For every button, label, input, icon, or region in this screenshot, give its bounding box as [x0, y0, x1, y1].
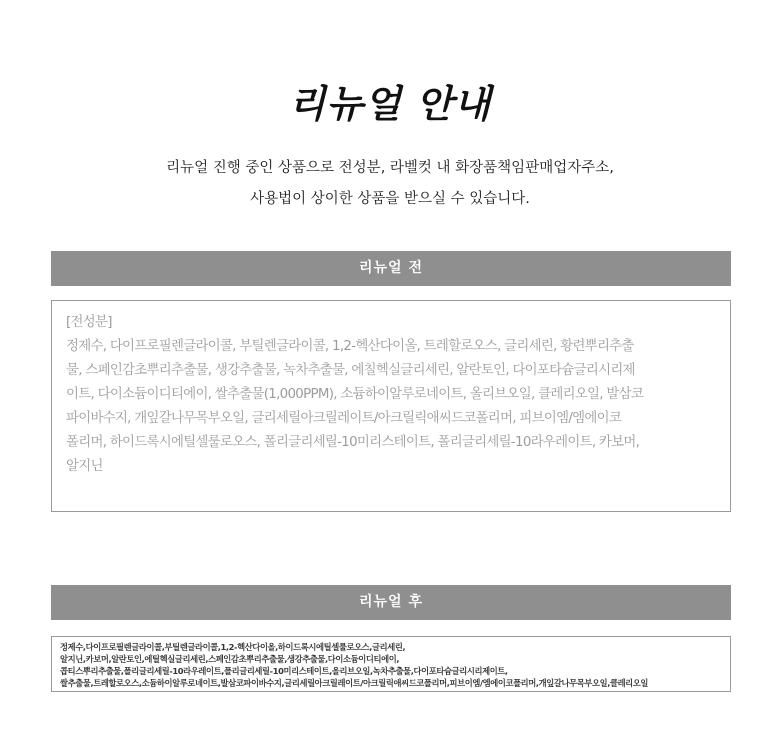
intro-line-1: 리뉴얼 진행 중인 상품으로 전성분, 라벨컷 내 화장품책임판매업자주소, [166, 160, 614, 176]
after-ingredients-box [51, 636, 731, 692]
before-ingredients-line: 물, 스페인감초뿌리추출물, 생강추출물, 녹차추출물, 에칠헥실글리세린, 알란토인, 다이포타슘글리시리제 [66, 363, 635, 378]
before-section-header: 리뉴얼 전 [51, 251, 731, 286]
page-title: 리뉴얼 안내 [288, 82, 492, 126]
before-ingredients-line: 파이바수지, 개잎갈나무목부오일, 글리세릴아크릴레이트/아크릴릭애씨드코폴리머, 피브이엠/엠에이코 [66, 411, 622, 426]
before-ingredients-box [51, 300, 731, 512]
after-ingredients-line: 정제수,다이프로필렌글라이콜,부틸렌글라이콜,1,2-헥산다이올,하이드록시에틸셀룰로오스,글리세린, [60, 642, 406, 652]
before-ingredients-line: 정제수, 다이프로필렌글라이콜, 부틸렌글라이콜, 1,2-헥산다이올, 트레할로오스, 글리세린, 황련뿌리추출 [66, 339, 634, 354]
before-ingredients-line: 알지닌 [66, 459, 103, 474]
before-ingredients-line: 폴리머, 하이드록시에틸셀룰로오스, 폴리글리세릴-10미리스테이트, 폴리글리세릴-10라우레이트, 카보머, [66, 435, 640, 450]
after-ingredients-line: 쌀추출물,트레할로오스,소듐하이알루로네이트,발삼코파이바수지,글리세릴아크릴레이트/아크릴릭애씨드코폴리머,피브이엠/엠에이코폴리머,개잎갈나무목부오일,클레리오일 [60, 678, 649, 688]
after-ingredients-text [60, 641, 724, 689]
intro-text [0, 153, 780, 215]
before-ingredients-line: [전성분] [66, 315, 112, 330]
after-section-header: 리뉴얼 후 [51, 585, 731, 620]
after-ingredients-line: 알지닌,카보머,알란토인,에틸헥실글리세린,스페인감초뿌리추출물,생강추출물,다이소듐이디티에이, [60, 654, 400, 664]
before-ingredients-text [66, 311, 720, 479]
after-ingredients-line: 콥티스뿌리추출물,폴리글리세릴-10라우레이트,폴리글리세릴-10미리스테이트,올리브오일,녹차추출물,다이포타슘글리시리제이트, [60, 666, 508, 676]
before-ingredients-line: 이트, 다이소듐이디티에이, 쌀추출물(1,000PPM), 소듐하이알루로네이트, 올리브오일, 클레리오일, 발삼코 [66, 387, 644, 402]
intro-line-2: 사용법이 상이한 상품을 받으실 수 있습니다. [250, 191, 530, 207]
